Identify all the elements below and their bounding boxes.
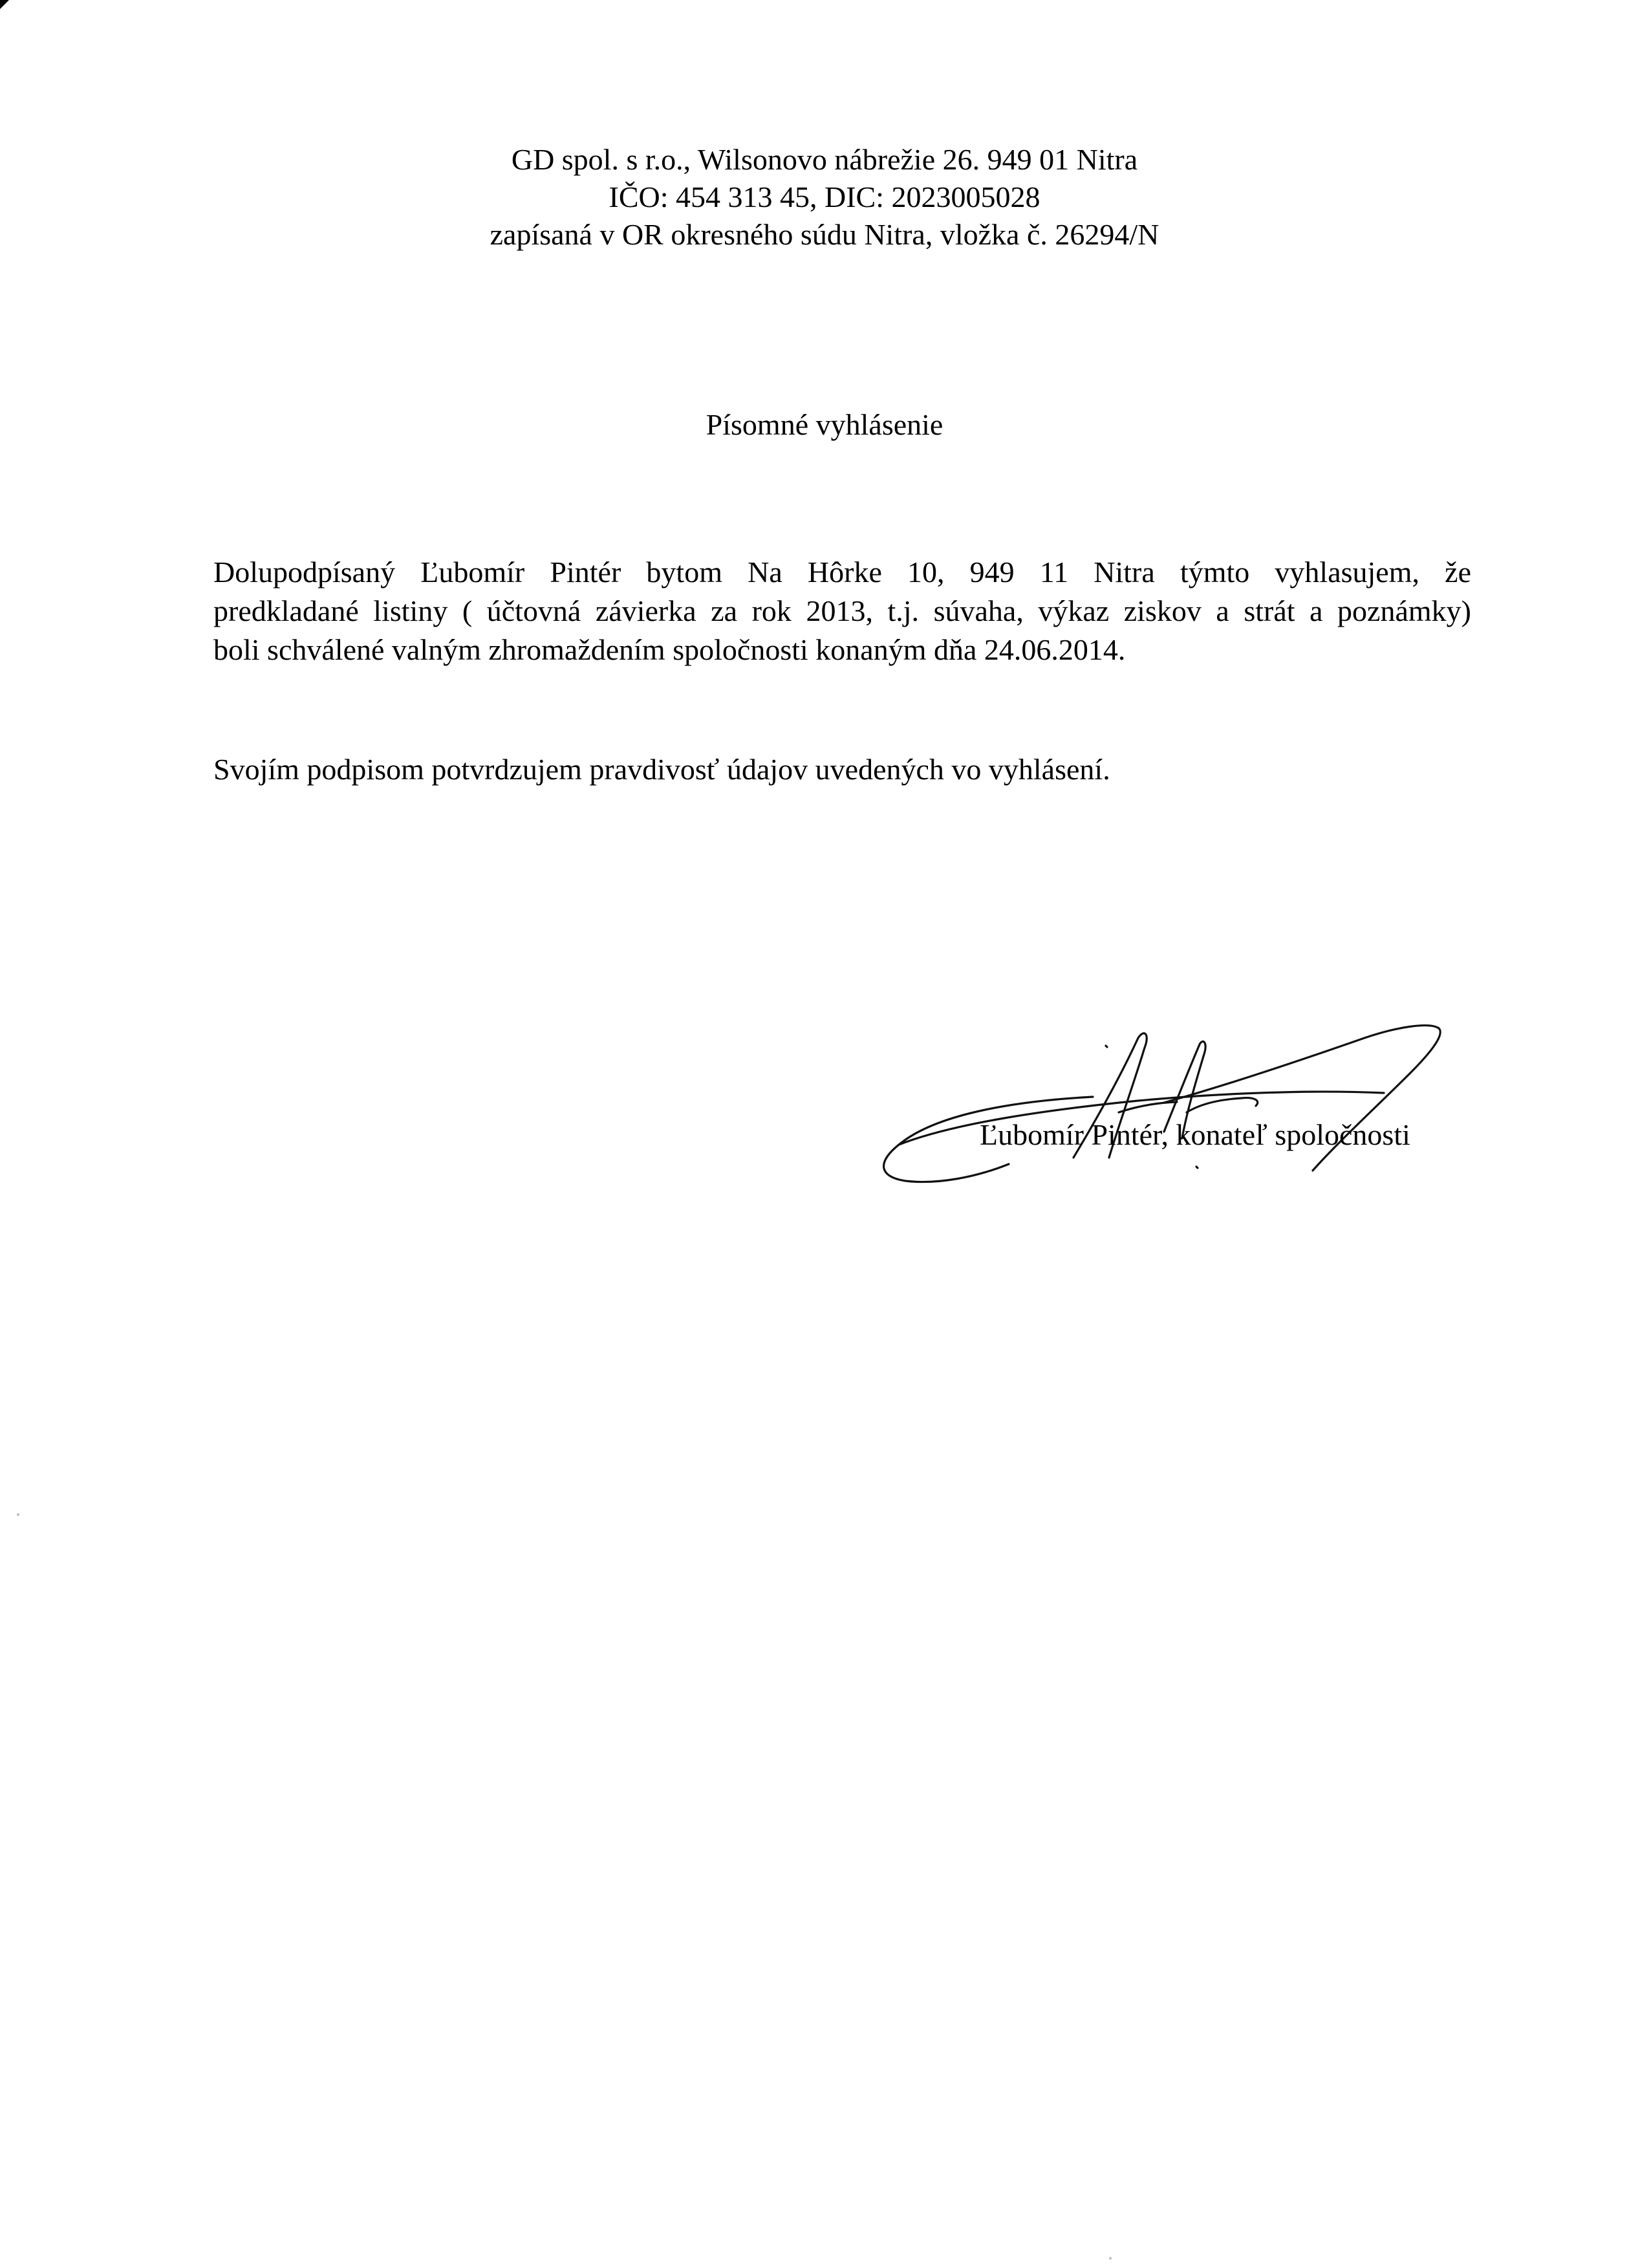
signatory-name: Ľubomír Pintér, konateľ spoločnosti xyxy=(980,1118,1410,1151)
declaration-paragraph xyxy=(213,553,1471,669)
scan-speck xyxy=(1109,2257,1112,2260)
declaration-line: Dolupodpísaný Ľubomír Pintér bytom Na Hôrke 10, 949 11 Nitra týmto vyhlasujem, že xyxy=(213,556,1471,589)
company-registration-line: zapísaná v OR okresného súdu Nitra, vložka č. 26294/N xyxy=(490,218,1159,251)
company-ids-line: IČO: 454 313 45, DIC: 2023005028 xyxy=(609,180,1040,213)
declaration-line: predkladané listiny ( účtovná závierka za rok 2013, t.j. súvaha, výkaz ziskov a strát a poznámky) xyxy=(213,594,1471,627)
company-address-line: GD spol. s r.o., Wilsonovo nábrežie 26. 949 01 Nitra xyxy=(511,143,1138,176)
confirmation-line: Svojím podpisom potvrdzujem pravdivosť údajov uvedených vo vyhlásení. xyxy=(213,753,1110,786)
company-header xyxy=(0,141,1649,254)
document-title: Písomné vyhlásenie xyxy=(706,408,943,441)
scan-edge-mark xyxy=(0,0,9,9)
declaration-line: boli schválené valným zhromaždením spoločnosti konaným dňa 24.06.2014. xyxy=(213,633,1126,666)
scan-speck xyxy=(17,1513,19,1516)
handwritten-signature xyxy=(860,983,1507,1242)
confirmation-paragraph xyxy=(213,750,1471,789)
